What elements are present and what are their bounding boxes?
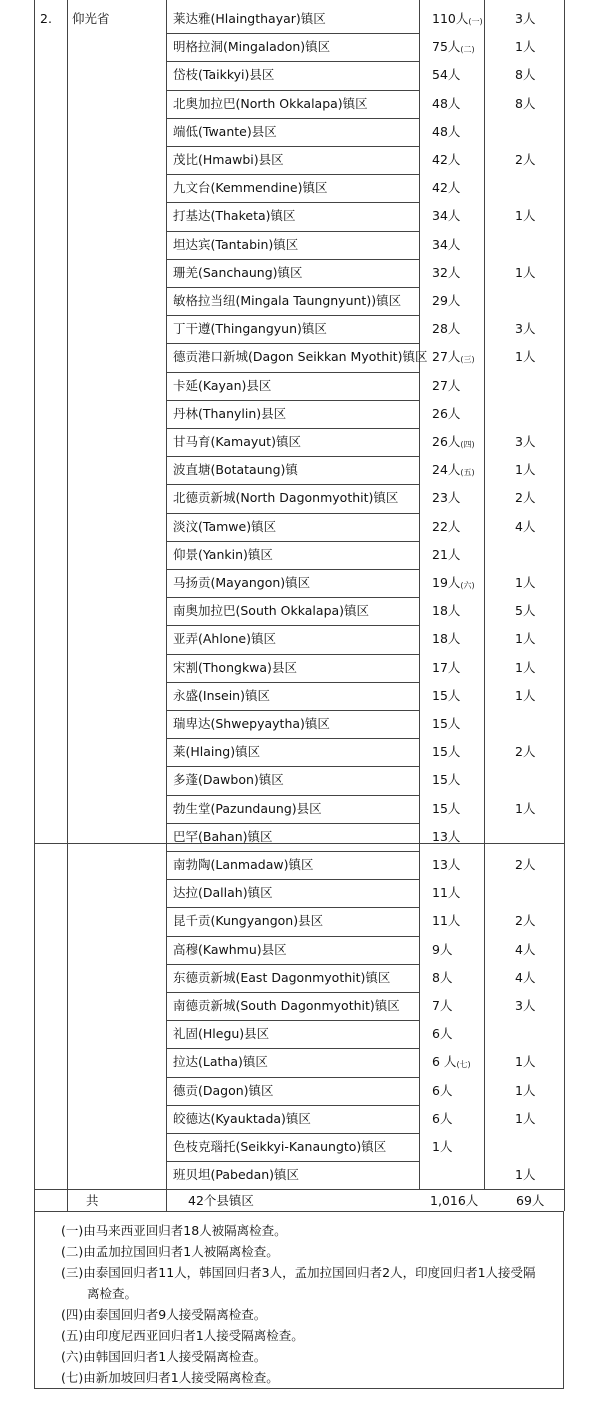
district-name: 瑞卑达(Shwepyaytha)镇区 bbox=[173, 716, 330, 731]
district-name: 色枝克瑙托(Seikkyi-Kanaungto)镇区 bbox=[173, 1139, 387, 1154]
case-count bbox=[432, 913, 460, 932]
case-count-value: 29人 bbox=[432, 293, 461, 308]
district-name: 甘马育(Kamayut)镇区 bbox=[173, 434, 301, 449]
grid-line-right bbox=[564, 0, 565, 1211]
grid-line-col2 bbox=[166, 0, 167, 1211]
row-divider bbox=[166, 710, 419, 711]
grid-line-col1 bbox=[67, 0, 68, 1211]
case-count-value: 42人 bbox=[432, 152, 461, 167]
footnote-marker: (五) bbox=[460, 468, 475, 478]
case-count bbox=[432, 547, 460, 566]
case-count bbox=[432, 1054, 471, 1073]
case-count bbox=[432, 942, 452, 961]
footnote-marker: (四) bbox=[460, 440, 475, 449]
case-count-value: 34人 bbox=[432, 208, 461, 224]
recovered-count: 2人 bbox=[515, 857, 536, 872]
case-count-value: 42人 bbox=[432, 180, 461, 196]
case-count bbox=[432, 688, 460, 707]
case-count bbox=[432, 857, 460, 876]
case-count-value: 11人 bbox=[432, 913, 461, 929]
district-name: 拉达(Latha)镇区 bbox=[173, 1054, 268, 1070]
case-count bbox=[432, 716, 460, 735]
district-name: 打基达(Thaketa)镇区 bbox=[173, 208, 296, 224]
district-name: 淡汶(Tamwe)镇区 bbox=[173, 518, 277, 534]
district-name: 茂比(Hmawbi)县区 bbox=[173, 152, 284, 167]
row-divider bbox=[166, 90, 419, 91]
case-count bbox=[432, 406, 460, 425]
case-count-value: 17人 bbox=[432, 659, 461, 675]
case-count-value: 23人 bbox=[432, 490, 461, 506]
row-divider bbox=[166, 315, 419, 316]
total-cases: 1,016人 bbox=[430, 1193, 479, 1209]
row-divider bbox=[166, 118, 419, 119]
row-divider bbox=[166, 1133, 419, 1134]
district-name: 亚弄(Ahlone)镇区 bbox=[173, 631, 276, 647]
recovered-count: 3人 bbox=[515, 321, 536, 337]
case-count-value: 28人 bbox=[432, 321, 461, 337]
district-name: 珊羌(Sanchaung)镇区 bbox=[173, 264, 303, 280]
case-count bbox=[432, 772, 460, 791]
case-count-value: 15人 bbox=[432, 772, 461, 788]
recovered-count: 2人 bbox=[515, 913, 536, 929]
recovered-count: 2人 bbox=[515, 152, 536, 167]
case-count-value: 110人 bbox=[432, 11, 469, 26]
case-count-value: 19人 bbox=[432, 575, 461, 590]
recovered-count: 3人 bbox=[515, 434, 536, 449]
row-divider bbox=[166, 1077, 419, 1078]
recovered-count: 5人 bbox=[515, 603, 536, 619]
recovered-count: 1人 bbox=[515, 349, 536, 365]
total-label: 共 bbox=[86, 1193, 99, 1209]
case-count-value: 15人 bbox=[432, 716, 461, 731]
case-count-value: 18人 bbox=[432, 603, 461, 619]
district-name: 丁干遵(Thingangyun)镇区 bbox=[173, 321, 327, 337]
case-count bbox=[432, 124, 460, 143]
row-divider bbox=[166, 907, 419, 908]
case-count-value: 13人 bbox=[432, 857, 461, 872]
district-name: 勃生堂(Pazundaung)县区 bbox=[173, 800, 322, 816]
case-count-value: 27人 bbox=[432, 377, 461, 393]
recovered-count: 1人 bbox=[515, 687, 536, 703]
case-count-value: 18人 bbox=[432, 631, 461, 647]
total-recovered: 69人 bbox=[516, 1193, 545, 1209]
case-count-value: 75人 bbox=[432, 39, 461, 55]
district-name: 北德贡新城(North Dagonmyothit)镇区 bbox=[173, 490, 399, 506]
case-count-value: 8人 bbox=[432, 969, 453, 985]
province-name: 仰光省 bbox=[72, 11, 110, 26]
district-name: 巴罕(Bahan)镇区 bbox=[173, 828, 273, 844]
case-count bbox=[432, 998, 452, 1017]
case-count bbox=[432, 660, 460, 679]
case-count bbox=[432, 1026, 452, 1045]
footnote-line: (四)由泰国回归者9人接受隔离检查。 bbox=[61, 1307, 267, 1322]
case-count-value: 26人 bbox=[432, 405, 461, 421]
recovered-count: 3人 bbox=[515, 11, 536, 26]
row-divider bbox=[166, 1048, 419, 1049]
district-name: 高穆(Kawhmu)县区 bbox=[173, 941, 287, 957]
row-divider bbox=[166, 738, 419, 739]
district-name: 皎德达(Kyauktada)镇区 bbox=[173, 1110, 311, 1126]
row-sequence-number: 2. bbox=[40, 11, 52, 26]
row-divider bbox=[166, 1105, 419, 1106]
district-name: 莱达雅(Hlaingthayar)镇区 bbox=[173, 11, 326, 26]
footnote-line: (五)由印度尼西亚回归者1人接受隔离检查。 bbox=[61, 1328, 304, 1343]
row-divider bbox=[166, 513, 419, 514]
recovered-count: 1人 bbox=[515, 800, 536, 816]
grid-line-col3 bbox=[419, 0, 420, 1189]
row-divider bbox=[166, 936, 419, 937]
case-count bbox=[432, 11, 483, 30]
total-row-top-line bbox=[34, 1189, 564, 1190]
grid-line-col4 bbox=[484, 0, 485, 1189]
case-count-value: 15人 bbox=[432, 687, 461, 703]
district-name: 明格拉洞(Mingaladon)镇区 bbox=[173, 39, 331, 55]
case-count bbox=[432, 462, 475, 481]
row-divider bbox=[166, 174, 419, 175]
footnote-line: (一)由马来西亚回归者18人被隔离检查。 bbox=[61, 1223, 287, 1238]
row-divider bbox=[166, 992, 419, 993]
case-count bbox=[432, 519, 460, 538]
recovered-count: 8人 bbox=[515, 95, 536, 111]
footnote-marker: (一) bbox=[468, 17, 483, 26]
district-name: 达拉(Dallah)镇区 bbox=[173, 885, 273, 901]
case-count bbox=[432, 96, 460, 115]
footnote-marker: (二) bbox=[460, 45, 475, 55]
row-divider bbox=[166, 823, 419, 824]
case-count bbox=[432, 349, 475, 368]
case-count bbox=[432, 829, 460, 848]
row-divider bbox=[166, 61, 419, 62]
case-count-value: 7人 bbox=[432, 998, 453, 1013]
footnote-marker: (七) bbox=[456, 1060, 471, 1070]
case-count bbox=[432, 67, 460, 86]
footnote-line: (七)由新加坡回归者1人接受隔离检查。 bbox=[61, 1370, 279, 1385]
case-count bbox=[432, 801, 460, 820]
district-name: 仰景(Yankin)镇区 bbox=[173, 546, 273, 562]
recovered-count: 2人 bbox=[515, 744, 536, 760]
district-name: 昆千贡(Kungyangon)县区 bbox=[173, 913, 324, 929]
page-break-line bbox=[34, 843, 564, 844]
case-count-value: 32人 bbox=[432, 264, 461, 280]
district-name: 礼固(Hlegu)县区 bbox=[173, 1026, 270, 1042]
row-divider bbox=[166, 682, 419, 683]
recovered-count: 1人 bbox=[515, 208, 536, 224]
district-name: 岱枝(Taikkyi)县区 bbox=[173, 67, 275, 83]
total-districts: 42个县镇区 bbox=[188, 1193, 254, 1209]
district-name: 莱(Hlaing)镇区 bbox=[173, 744, 261, 760]
row-divider bbox=[166, 879, 419, 880]
row-divider bbox=[166, 1020, 419, 1021]
case-count-value: 6人 bbox=[432, 1026, 453, 1042]
row-divider bbox=[166, 851, 419, 852]
case-count bbox=[432, 575, 475, 594]
case-count-value: 6 人 bbox=[432, 1054, 457, 1070]
case-count bbox=[432, 1139, 452, 1158]
case-count-value: 34人 bbox=[432, 236, 461, 252]
district-name: 北奥加拉巴(North Okkalapa)镇区 bbox=[173, 95, 368, 111]
case-count-value: 54人 bbox=[432, 67, 461, 83]
case-count bbox=[432, 631, 460, 650]
recovered-count: 4人 bbox=[515, 941, 536, 957]
case-count-value: 15人 bbox=[432, 800, 461, 816]
recovered-count: 1人 bbox=[515, 462, 536, 478]
row-divider bbox=[166, 343, 419, 344]
district-name: 永盛(Insein)镇区 bbox=[173, 687, 270, 703]
district-name: 坦达宾(Tantabin)镇区 bbox=[173, 236, 299, 252]
case-count bbox=[432, 208, 460, 227]
district-name: 南勃陶(Lanmadaw)镇区 bbox=[173, 857, 314, 872]
recovered-count: 4人 bbox=[515, 969, 536, 985]
recovered-count: 1人 bbox=[515, 1054, 536, 1070]
district-name: 南奥加拉巴(South Okkalapa)镇区 bbox=[173, 603, 370, 619]
case-count-value: 48人 bbox=[432, 123, 461, 139]
case-count bbox=[432, 434, 475, 453]
case-count-value: 6人 bbox=[432, 1082, 453, 1098]
row-divider bbox=[166, 484, 419, 485]
case-count-value: 21人 bbox=[432, 546, 461, 562]
district-name: 多蓬(Dawbon)镇区 bbox=[173, 772, 284, 788]
case-count bbox=[432, 293, 460, 312]
recovered-count: 1人 bbox=[515, 1082, 536, 1098]
row-divider bbox=[166, 1161, 419, 1162]
case-count bbox=[432, 39, 475, 58]
recovered-count: 8人 bbox=[515, 67, 536, 83]
district-name: 南德贡新城(South Dagonmyothit)镇区 bbox=[173, 998, 400, 1013]
row-divider bbox=[166, 541, 419, 542]
footnote-marker: (三) bbox=[460, 355, 475, 365]
case-count-value: 26人 bbox=[432, 434, 461, 449]
recovered-count: 1人 bbox=[515, 1167, 536, 1183]
row-divider bbox=[166, 146, 419, 147]
case-count bbox=[432, 265, 460, 284]
case-count bbox=[432, 490, 460, 509]
row-divider bbox=[166, 428, 419, 429]
case-count-value: 9人 bbox=[432, 941, 453, 957]
district-name: 卡延(Kayan)县区 bbox=[173, 377, 272, 393]
recovered-count: 2人 bbox=[515, 490, 536, 506]
recovered-count: 4人 bbox=[515, 518, 536, 534]
district-name: 德贡港口新城(Dagon Seikkan Myothit)镇区 bbox=[173, 349, 428, 365]
grid-line-left bbox=[34, 0, 35, 1211]
district-name: 东德贡新城(East Dagonmyothit)镇区 bbox=[173, 969, 391, 985]
case-count bbox=[432, 970, 452, 989]
row-divider bbox=[166, 231, 419, 232]
case-count bbox=[432, 603, 460, 622]
recovered-count: 3人 bbox=[515, 998, 536, 1013]
case-count bbox=[432, 237, 460, 256]
case-count-value: 6人 bbox=[432, 1110, 453, 1126]
district-name: 德贡(Dagon)镇区 bbox=[173, 1082, 274, 1098]
footnote-marker: (六) bbox=[460, 581, 475, 590]
row-divider bbox=[166, 654, 419, 655]
row-divider bbox=[166, 372, 419, 373]
case-count-value: 15人 bbox=[432, 744, 461, 760]
case-count bbox=[432, 152, 460, 171]
case-count-value: 48人 bbox=[432, 95, 461, 111]
row-divider bbox=[166, 259, 419, 260]
district-name: 波直塘(Botataung)镇 bbox=[173, 462, 298, 478]
district-name: 宋割(Thongkwa)县区 bbox=[173, 659, 297, 675]
district-name: 班贝坦(Pabedan)镇区 bbox=[173, 1167, 300, 1183]
row-divider bbox=[166, 795, 419, 796]
district-name: 丹林(Thanylin)县区 bbox=[173, 405, 287, 421]
recovered-count: 1人 bbox=[515, 39, 536, 55]
district-name: 马扬贡(Mayangon)镇区 bbox=[173, 575, 311, 590]
footnote-line: (三)由泰国回归者11人，韩国回归者3人，孟加拉国回归者2人，印度回归者1人接受隔 bbox=[61, 1265, 536, 1280]
case-count-value: 11人 bbox=[432, 885, 461, 901]
case-count bbox=[432, 321, 460, 340]
recovered-count: 1人 bbox=[515, 659, 536, 675]
recovered-count: 1人 bbox=[515, 264, 536, 280]
case-count bbox=[432, 885, 460, 904]
case-count-value: 13人 bbox=[432, 828, 461, 844]
row-divider bbox=[166, 766, 419, 767]
recovered-count: 1人 bbox=[515, 575, 536, 590]
row-divider bbox=[166, 625, 419, 626]
case-count-value: 1人 bbox=[432, 1139, 453, 1154]
row-divider bbox=[166, 400, 419, 401]
row-divider bbox=[166, 964, 419, 965]
row-divider bbox=[166, 597, 419, 598]
footnotes-box bbox=[34, 1211, 564, 1389]
row-divider bbox=[166, 287, 419, 288]
footnote-line: (六)由韩国回归者1人接受隔离检查。 bbox=[61, 1349, 267, 1364]
case-count bbox=[432, 1083, 452, 1102]
recovered-count: 1人 bbox=[515, 631, 536, 647]
case-count bbox=[432, 1111, 452, 1130]
row-divider bbox=[166, 202, 419, 203]
recovered-count: 1人 bbox=[515, 1110, 536, 1126]
row-divider bbox=[166, 456, 419, 457]
case-count bbox=[432, 378, 460, 397]
case-count bbox=[432, 744, 460, 763]
footnote-line: 离检查。 bbox=[87, 1286, 138, 1301]
case-count-value: 24人 bbox=[432, 462, 461, 478]
district-name: 端低(Twante)县区 bbox=[173, 123, 277, 139]
row-divider bbox=[166, 569, 419, 570]
footnote-line: (二)由孟加拉国回归者1人被隔离检查。 bbox=[61, 1244, 279, 1259]
case-count-value: 22人 bbox=[432, 518, 461, 534]
district-name: 敏格拉当纽(Mingala Taungnyunt))镇区 bbox=[173, 293, 402, 308]
row-divider bbox=[166, 33, 419, 34]
case-count-value: 27人 bbox=[432, 349, 461, 365]
case-count bbox=[432, 180, 460, 199]
district-name: 九文台(Kemmendine)镇区 bbox=[173, 180, 328, 196]
